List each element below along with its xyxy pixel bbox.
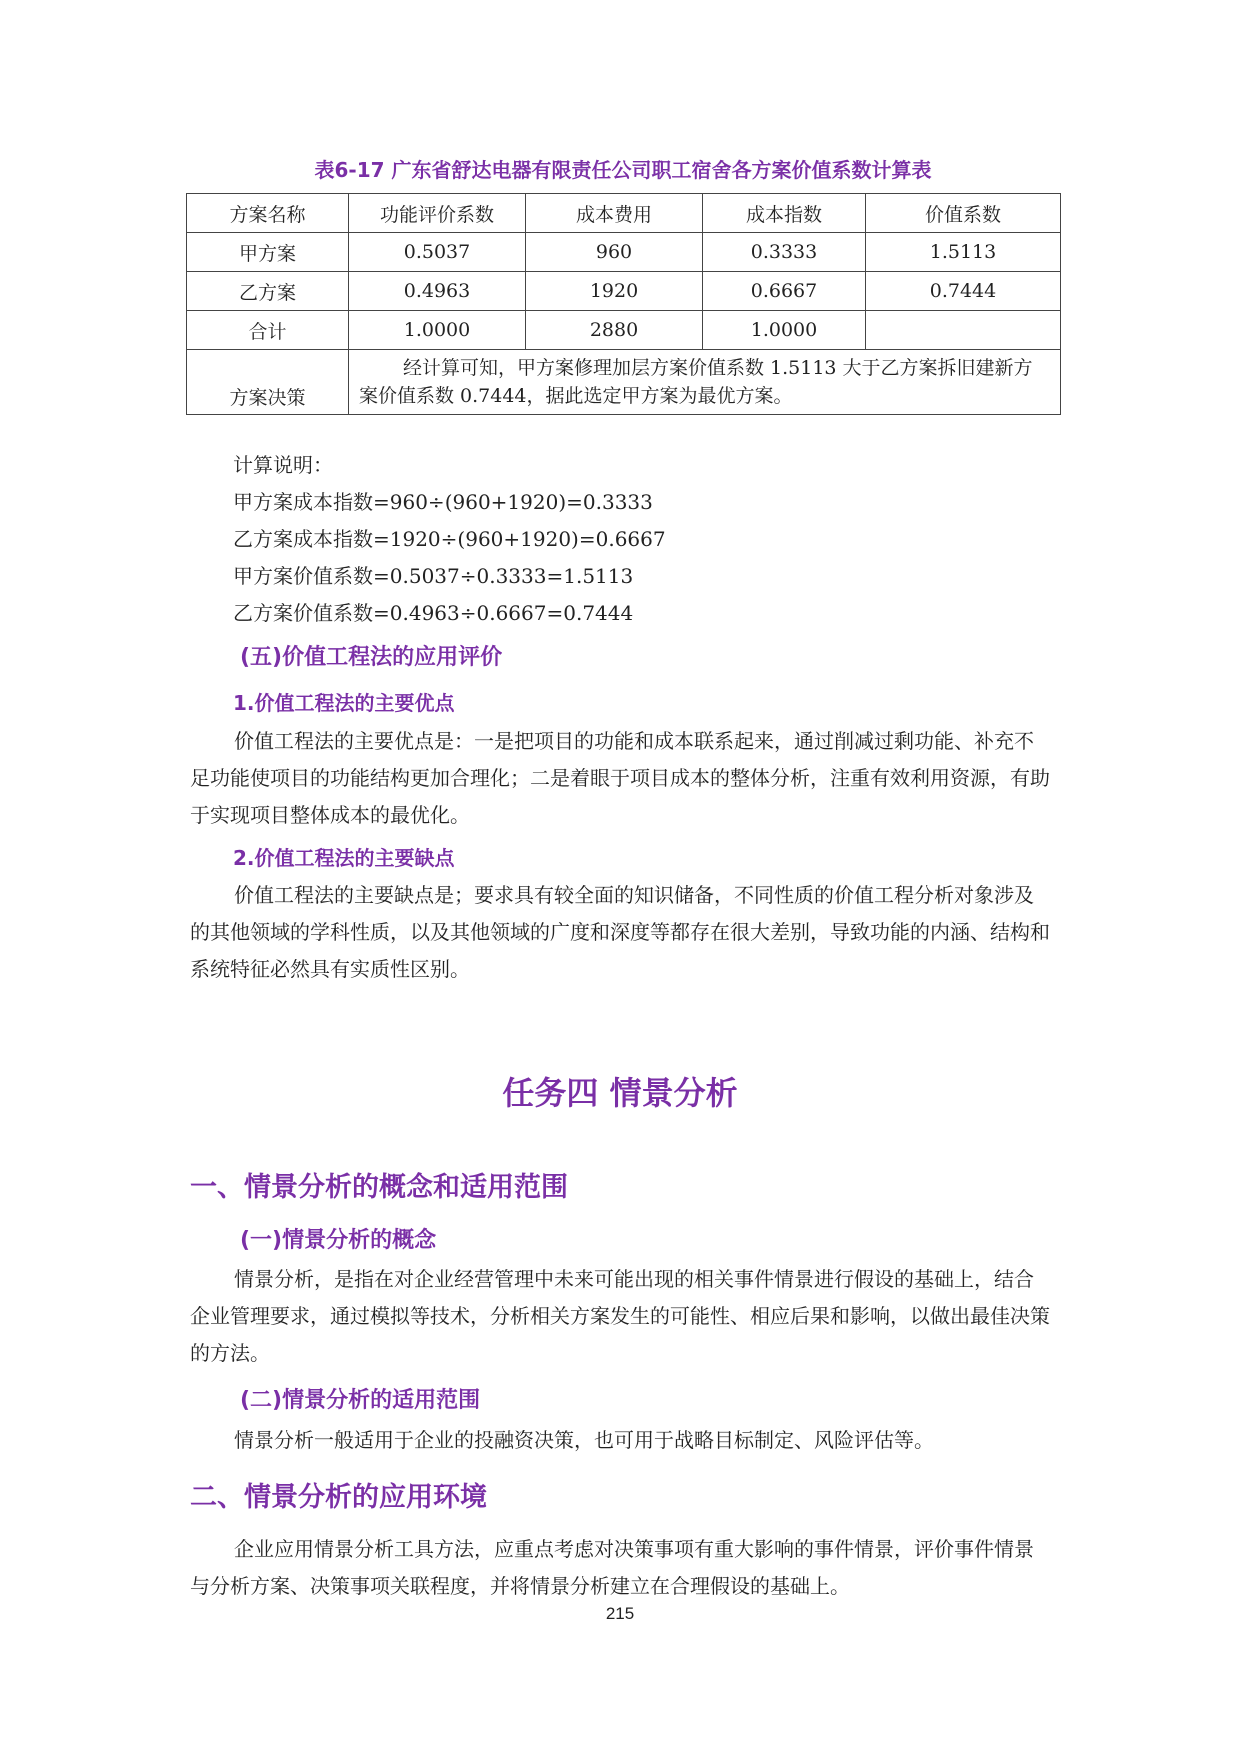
calc-line: 乙方案价值系数=0.4963÷0.6667=0.7444 — [233, 601, 634, 625]
table-cell: 2880 — [526, 311, 703, 350]
table-header-cell: 方案名称 — [187, 194, 349, 233]
value-coefficient-table — [186, 193, 1061, 415]
table-row — [187, 233, 1061, 272]
table-header-cell: 成本指数 — [703, 194, 866, 233]
table-row — [187, 272, 1061, 311]
table-cell: 乙方案 — [187, 272, 349, 311]
chapter-heading: 一、情景分析的概念和适用范围 — [190, 1172, 568, 1203]
table-cell: 甲方案 — [187, 233, 349, 272]
table-cell: 0.7444 — [866, 272, 1061, 311]
chapter-heading: 二、情景分析的应用环境 — [190, 1482, 487, 1513]
paragraph: 企业应用情景分析工具方法，应重点考虑对决策事项有重大影响的事件情景，评价事件情景与分析方案、决策事项关联程度，并将情景分析建立在合理假设的基础上。 — [190, 1537, 1034, 1598]
table-decision-row — [187, 350, 1061, 415]
section-heading: (五)价值工程法的应用评价 — [240, 645, 503, 670]
table-cell: 1.5113 — [866, 233, 1061, 272]
calc-line: 甲方案成本指数=960÷(960+1920)=0.3333 — [233, 490, 653, 514]
decision-text: 经计算可知，甲方案修理加层方案价值系数 1.5113 大于乙方案拆旧建新方案价值系数 0.7444，据此选定甲方案为最优方案。 — [349, 350, 1061, 415]
table-cell: 0.4963 — [349, 272, 526, 311]
table-cell: 1920 — [526, 272, 703, 311]
table-header-cell: 成本费用 — [526, 194, 703, 233]
table-caption: 表6-17 广东省舒达电器有限责任公司职工宿舍各方案价值系数计算表 — [314, 158, 932, 182]
calc-line: 甲方案价值系数=0.5037÷0.3333=1.5113 — [233, 564, 634, 588]
table-cell: 0.3333 — [703, 233, 866, 272]
decision-label: 方案决策 — [187, 350, 349, 415]
subsection-heading: 1.价值工程法的主要优点 — [233, 691, 455, 715]
table-row — [187, 311, 1061, 350]
table-header-cell: 功能评价系数 — [349, 194, 526, 233]
table-cell: 960 — [526, 233, 703, 272]
calc-title: 计算说明： — [233, 453, 333, 477]
table-cell — [866, 311, 1061, 350]
table-cell: 合计 — [187, 311, 349, 350]
paragraph: 价值工程法的主要优点是：一是把项目的功能和成本联系起来，通过削减过剩功能、补充不足功能使项目的功能结构更加合理化；二是着眼于项目成本的整体分析，注重有效利用资源，有助于实现项目整体成本的最优化。 — [190, 729, 1050, 827]
table-cell: 1.0000 — [349, 311, 526, 350]
section-heading: (一)情景分析的概念 — [240, 1228, 437, 1253]
section-heading: (二)情景分析的适用范围 — [240, 1388, 481, 1413]
paragraph: 情景分析一般适用于企业的投融资决策，也可用于战略目标制定、风险评估等。 — [234, 1428, 934, 1452]
subsection-heading: 2.价值工程法的主要缺点 — [233, 846, 455, 870]
table-cell: 1.0000 — [703, 311, 866, 350]
table-cell: 0.6667 — [703, 272, 866, 311]
table-header-row — [187, 194, 1061, 233]
page-number: 215 — [605, 1604, 635, 1623]
paragraph: 价值工程法的主要缺点是；要求具有较全面的知识储备，不同性质的价值工程分析对象涉及的其他领域的学科性质，以及其他领域的广度和深度等都存在很大差别，导致功能的内涵、结构和系统特征必然具有实质性区别。 — [190, 883, 1050, 981]
table-header-cell: 价值系数 — [866, 194, 1061, 233]
paragraph: 情景分析，是指在对企业经营管理中未来可能出现的相关事件情景进行假设的基础上，结合企业管理要求，通过模拟等技术，分析相关方案发生的可能性、相应后果和影响，以做出最佳决策的方法。 — [190, 1267, 1050, 1365]
calc-line: 乙方案成本指数=1920÷(960+1920)=0.6667 — [233, 527, 666, 551]
table-cell: 0.5037 — [349, 233, 526, 272]
task-title: 任务四 情景分析 — [502, 1074, 738, 1112]
